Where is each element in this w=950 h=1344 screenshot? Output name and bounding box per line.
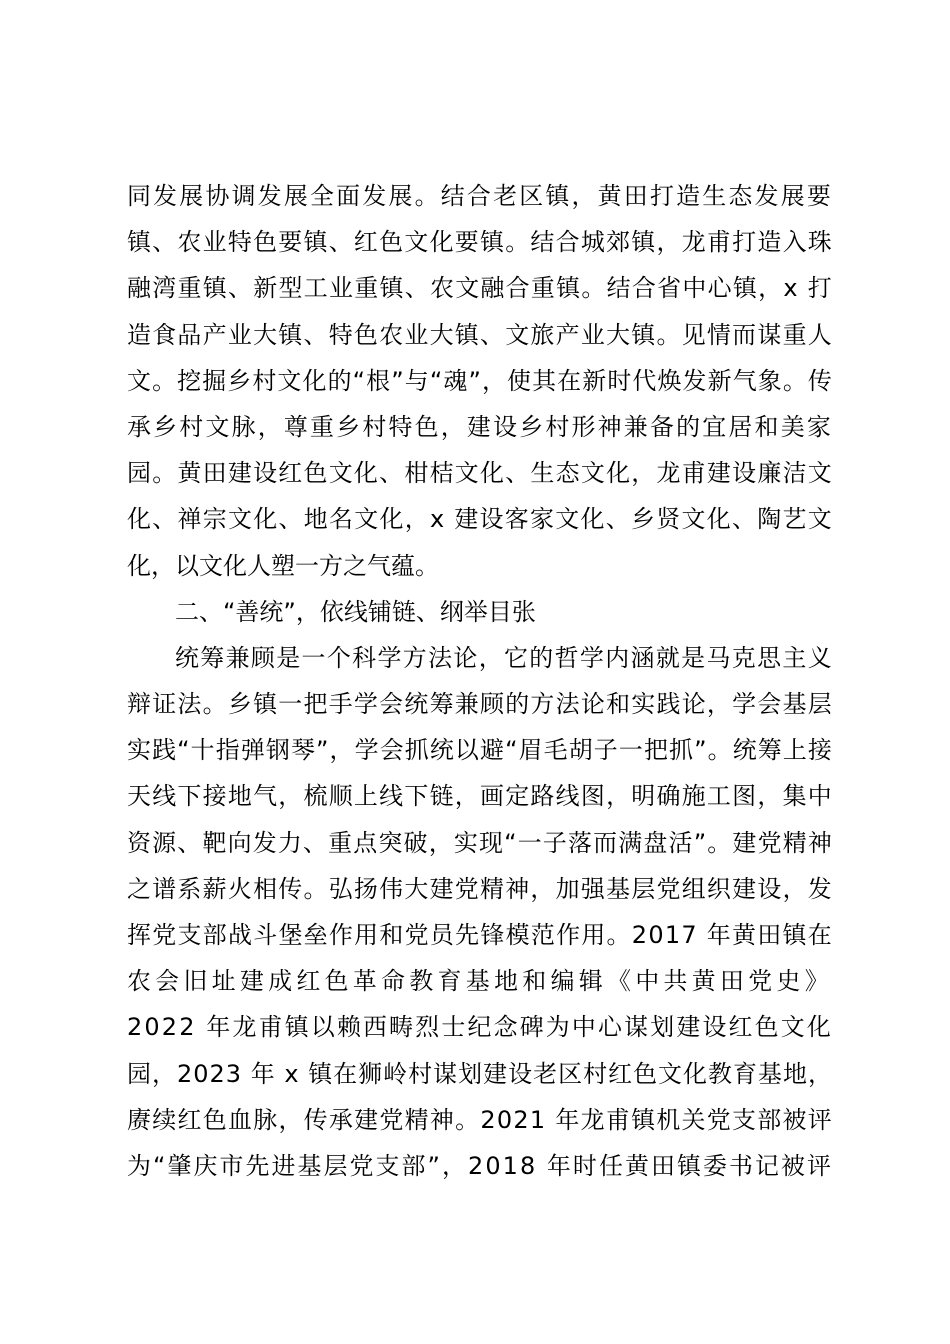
text-line: 实践“十指弹钢琴”，学会抓统以避“眉毛胡子一把抓”。统筹上接 (127, 736, 833, 765)
text-line: 农会旧址建成红色革命教育基地和编辑《中共黄田党史》 (127, 967, 833, 996)
text-line: 文。挖掘乡村文化的“根”与“魂”，使其在新时代焕发新气象。传 (127, 366, 833, 395)
text-line: 2022 年龙甫镇以赖西畴烈士纪念碑为中心谋划建设红色文化 (127, 1013, 833, 1042)
body-text (127, 173, 833, 1189)
text-line: 资源、靶向发力、重点突破，实现“一子落而满盘活”。建党精神 (127, 828, 833, 857)
text-line: 园。黄田建设红色文化、柑桔文化、生态文化，龙甫建设廉洁文 (127, 459, 833, 488)
text-line: 化，以文化人塑一方之气蕴。 (127, 551, 439, 580)
text-line: 融湾重镇、新型工业重镇、农文融合重镇。结合省中心镇，x 打 (127, 274, 833, 303)
text-line: 镇、农业特色要镇、红色文化要镇。结合城郊镇，龙甫打造入珠 (127, 228, 833, 257)
text-line: 同发展协调发展全面发展。结合老区镇，黄田打造生态发展要 (127, 182, 833, 210)
text-line: 挥党支部战斗堡垒作用和党员先锋模范作用。2017 年黄田镇在 (127, 921, 833, 949)
text-line: 造食品产业大镇、特色农业大镇、文旅产业大镇。见情而谋重人 (127, 320, 833, 349)
text-line: 赓续红色血脉，传承建党精神。2021 年龙甫镇机关党支部被评 (127, 1105, 833, 1134)
text-line: 承乡村文脉，尊重乡村特色，建设乡村形神兼备的宜居和美家 (127, 412, 833, 441)
text-line: 之谱系薪火相传。弘扬伟大建党精神，加强基层党组织建设，发 (127, 874, 833, 903)
text-line: 化、禅宗文化、地名文化，x 建设客家文化、乡贤文化、陶艺文 (127, 505, 833, 534)
text-line: 园，2023 年 x 镇在狮岭村谋划建设老区村红色文化教育基地， (127, 1059, 833, 1088)
section-heading: 二、“善统”，依线铺链、纲举目张 (175, 597, 536, 626)
text-line: 统筹兼顾是一个科学方法论，它的哲学内涵就是马克思主义 (175, 643, 833, 672)
text-line: 辩证法。乡镇一把手学会统筹兼顾的方法论和实践论，学会基层 (127, 690, 833, 719)
text-line: 为“肇庆市先进基层党支部”，2018 年时任黄田镇委书记被评 (127, 1151, 833, 1180)
text-line: 天线下接地气，梳顺上线下链，画定路线图，明确施工图，集中 (127, 782, 833, 811)
